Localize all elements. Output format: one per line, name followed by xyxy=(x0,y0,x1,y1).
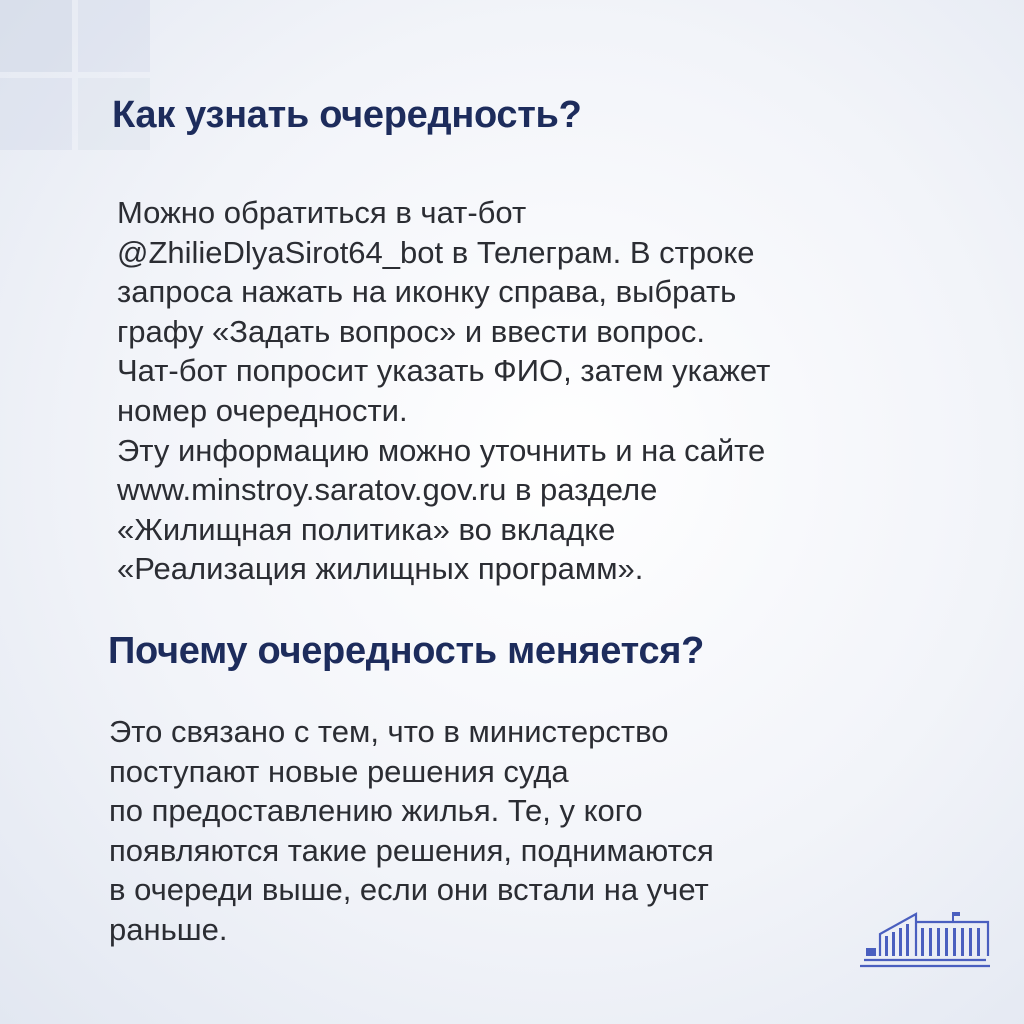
body-line: @ZhilieDlyaSirot64_bot в Телеграм. В строке xyxy=(117,234,755,270)
body-line: появляются такие решения, поднимаются xyxy=(109,832,714,868)
body-line: Чат-бот попросит указать ФИО, затем укажет xyxy=(117,353,771,389)
body-line: Это связано с тем, что в министерство xyxy=(109,714,669,749)
ministry-building-logo xyxy=(856,908,994,970)
section2-body xyxy=(109,712,714,950)
body-line: www.minstroy.saratov.gov.ru в разделе xyxy=(117,472,658,508)
body-line: графу «Задать вопрос» и ввести вопрос. xyxy=(117,313,705,349)
body-line: номер очередности. xyxy=(117,392,408,428)
section2-heading: Почему очередность меняется? xyxy=(108,630,705,672)
body-line: «Реализация жилищных программ». xyxy=(117,551,644,587)
body-line: по предоставлению жилья. Те, у кого xyxy=(109,793,643,829)
body-line: Можно обратиться в чат-бот xyxy=(117,195,527,230)
body-line: запроса нажать на иконку справа, выбрать xyxy=(117,274,737,310)
tile xyxy=(78,0,150,72)
body-line: в очереди выше, если они встали на учет xyxy=(109,872,709,908)
section1-body xyxy=(117,193,770,589)
body-line: раньше. xyxy=(109,911,228,947)
tile xyxy=(0,0,72,72)
section1-heading: Как узнать очередность? xyxy=(112,94,582,136)
body-line: поступают новые решения суда xyxy=(109,753,569,789)
tile xyxy=(0,78,72,150)
body-line: «Жилищная политика» во вкладке xyxy=(117,511,616,547)
body-line: Эту информацию можно уточнить и на сайте xyxy=(117,432,766,468)
